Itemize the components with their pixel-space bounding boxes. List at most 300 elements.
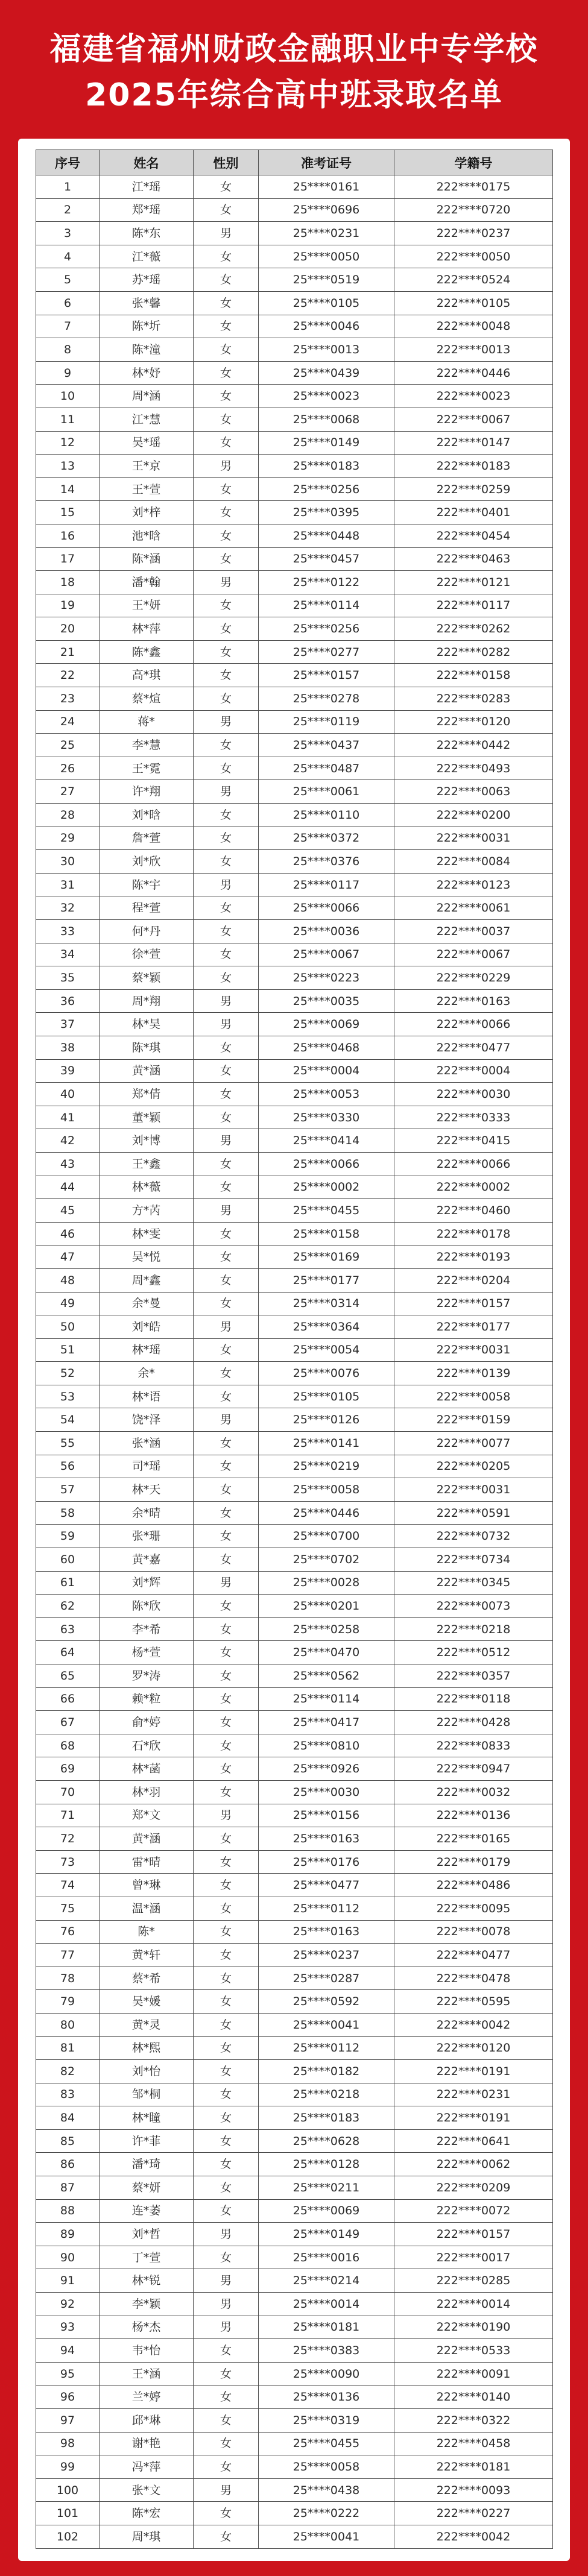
cell-seq: 27 [36,780,100,804]
cell-name: 郑*文 [100,1804,194,1827]
cell-student-id: 222****0120 [394,2036,553,2060]
cell-exam-no: 25****0455 [259,2432,394,2455]
cell-exam-no: 25****0562 [259,1664,394,1688]
table-row [36,1571,553,1595]
cell-gender: 女 [194,2013,259,2036]
cell-exam-no: 25****0219 [259,1455,394,1478]
cell-student-id: 222****0178 [394,1222,553,1245]
cell-gender: 男 [194,1013,259,1036]
cell-exam-no: 25****0030 [259,1780,394,1804]
cell-name: 张*珊 [100,1525,194,1548]
cell-name: 董*颖 [100,1106,194,1129]
cell-seq: 31 [36,873,100,896]
table-row [36,2525,553,2548]
cell-student-id: 222****0067 [394,408,553,431]
cell-gender: 女 [194,943,259,966]
cell-seq: 37 [36,1013,100,1036]
cell-student-id: 222****0179 [394,1850,553,1874]
cell-gender: 女 [194,1664,259,1688]
cell-seq: 29 [36,827,100,850]
cell-gender: 女 [194,1083,259,1106]
cell-exam-no: 25****0119 [259,710,394,734]
cell-gender: 女 [194,1478,259,1502]
cell-name: 李*颖 [100,2293,194,2316]
cell-seq: 85 [36,2129,100,2153]
cell-student-id: 222****0204 [394,1268,553,1292]
table-row [36,1641,553,1664]
cell-student-id: 222****0120 [394,710,553,734]
cell-exam-no: 25****0457 [259,547,394,571]
cell-student-id: 222****0066 [394,1152,553,1176]
cell-exam-no: 25****0477 [259,1874,394,1897]
cell-gender: 女 [194,804,259,827]
cell-student-id: 222****0454 [394,524,553,547]
cell-name: 陈*鑫 [100,640,194,664]
cell-exam-no: 25****0156 [259,1804,394,1827]
cell-gender: 男 [194,2293,259,2316]
cell-gender: 女 [194,2246,259,2269]
cell-seq: 65 [36,1664,100,1688]
cell-gender: 男 [194,873,259,896]
cell-exam-no: 25****0050 [259,245,394,268]
cell-name: 赖*粒 [100,1687,194,1711]
cell-student-id: 222****0093 [394,2478,553,2502]
cell-gender: 女 [194,2129,259,2153]
cell-name: 杨*萱 [100,1641,194,1664]
cell-student-id: 222****0136 [394,1804,553,1827]
cell-name: 温*涵 [100,1897,194,1920]
cell-student-id: 222****0477 [394,1036,553,1059]
cell-name: 黄*涵 [100,1059,194,1083]
cell-student-id: 222****0463 [394,547,553,571]
cell-seq: 34 [36,943,100,966]
cell-name: 许*翔 [100,780,194,804]
table-row [36,1268,553,1292]
cell-exam-no: 25****0061 [259,780,394,804]
cell-gender: 女 [194,1920,259,1944]
table-row [36,2409,553,2433]
cell-seq: 58 [36,1501,100,1525]
cell-seq: 74 [36,1874,100,1897]
cell-student-id: 222****0285 [394,2269,553,2293]
cell-exam-no: 25****0114 [259,594,394,617]
cell-name: 苏*瑶 [100,268,194,292]
table-row [36,2199,553,2223]
cell-name: 余* [100,1362,194,1385]
cell-seq: 101 [36,2502,100,2525]
cell-seq: 20 [36,617,100,641]
cell-exam-no: 25****0066 [259,1152,394,1176]
cell-student-id: 222****0524 [394,268,553,292]
cell-seq: 78 [36,1967,100,1990]
table-row [36,2223,553,2246]
table-row [36,1408,553,1432]
cell-student-id: 222****0031 [394,1478,553,1502]
cell-student-id: 222****0591 [394,1501,553,1525]
table-row [36,1920,553,1944]
cell-gender: 女 [194,1944,259,1967]
table-row [36,198,553,222]
cell-name: 刘*皓 [100,1315,194,1339]
table-row [36,1548,553,1572]
cell-name: 刘*哲 [100,2223,194,2246]
cell-student-id: 222****0004 [394,1059,553,1083]
cell-name: 陈*宇 [100,873,194,896]
cell-student-id: 222****0415 [394,1129,553,1153]
cell-name: 吴*悦 [100,1245,194,1269]
table-row [36,1036,553,1059]
cell-gender: 女 [194,827,259,850]
page-header [0,0,588,137]
cell-seq: 11 [36,408,100,431]
cell-exam-no: 25****0287 [259,1967,394,1990]
cell-student-id: 222****0734 [394,1548,553,1572]
cell-seq: 38 [36,1036,100,1059]
cell-gender: 女 [194,2409,259,2433]
table-row [36,2455,553,2479]
table-row [36,222,553,245]
cell-exam-no: 25****0592 [259,1990,394,2014]
cell-exam-no: 25****0395 [259,501,394,524]
cell-name: 谢*艳 [100,2432,194,2455]
table-row [36,1990,553,2014]
table-row [36,1199,553,1223]
table-row [36,2060,553,2083]
cell-gender: 女 [194,175,259,199]
cell-seq: 3 [36,222,100,245]
cell-gender: 男 [194,222,259,245]
cell-gender: 女 [194,1595,259,1618]
cell-seq: 94 [36,2339,100,2363]
cell-seq: 15 [36,501,100,524]
table-row [36,2385,553,2409]
cell-name: 林*瞳 [100,2106,194,2130]
cell-gender: 女 [194,896,259,920]
cell-seq: 86 [36,2153,100,2176]
cell-name: 林*锐 [100,2269,194,2293]
cell-seq: 90 [36,2246,100,2269]
table-row [36,734,553,757]
cell-name: 陈*潼 [100,338,194,362]
cell-student-id: 222****0017 [394,2246,553,2269]
table-row [36,710,553,734]
cell-exam-no: 25****0455 [259,1199,394,1223]
table-row [36,1827,553,1851]
table-row [36,2478,553,2502]
cell-seq: 69 [36,1757,100,1781]
cell-gender: 女 [194,1897,259,1920]
cell-name: 张*涵 [100,1432,194,1455]
cell-gender: 女 [194,2060,259,2083]
cell-gender: 女 [194,431,259,455]
cell-exam-no: 25****0112 [259,2036,394,2060]
cell-exam-no: 25****0041 [259,2013,394,2036]
table-row [36,1944,553,1967]
table-row [36,1757,553,1781]
cell-student-id: 222****0084 [394,850,553,874]
cell-gender: 女 [194,2153,259,2176]
header-seq: 序号 [36,150,100,175]
cell-student-id: 222****0105 [394,291,553,315]
cell-gender: 女 [194,1525,259,1548]
cell-gender: 女 [194,1501,259,1525]
header-row [36,150,553,175]
cell-exam-no: 25****0376 [259,850,394,874]
cell-student-id: 222****0157 [394,1292,553,1315]
cell-student-id: 222****0031 [394,827,553,850]
cell-name: 程*萱 [100,896,194,920]
table-row [36,1455,553,1478]
cell-exam-no: 25****0181 [259,2316,394,2339]
cell-exam-no: 25****0128 [259,2153,394,2176]
cell-seq: 52 [36,1362,100,1385]
cell-exam-no: 25****0023 [259,385,394,408]
cell-gender: 女 [194,1245,259,1269]
cell-name: 冯*萍 [100,2455,194,2479]
cell-seq: 89 [36,2223,100,2246]
cell-seq: 19 [36,594,100,617]
cell-exam-no: 25****0700 [259,1525,394,1548]
cell-student-id: 222****0345 [394,1571,553,1595]
cell-seq: 51 [36,1338,100,1362]
cell-gender: 女 [194,2339,259,2363]
cell-seq: 79 [36,1990,100,2014]
cell-student-id: 222****0063 [394,780,553,804]
cell-exam-no: 25****0014 [259,2293,394,2316]
cell-exam-no: 25****0414 [259,1129,394,1153]
table-row [36,873,553,896]
cell-seq: 92 [36,2293,100,2316]
cell-exam-no: 25****0183 [259,2106,394,2130]
table-row [36,1338,553,1362]
cell-gender: 男 [194,780,259,804]
cell-name: 蔡*颖 [100,966,194,990]
cell-seq: 83 [36,2083,100,2106]
cell-exam-no: 25****0016 [259,2246,394,2269]
cell-name: 邹*桐 [100,2083,194,2106]
cell-name: 俞*婷 [100,1711,194,1734]
cell-exam-no: 25****0176 [259,1850,394,1874]
cell-name: 张*文 [100,2478,194,2502]
cell-exam-no: 25****0163 [259,1827,394,1851]
cell-gender: 女 [194,850,259,874]
cell-exam-no: 25****0105 [259,291,394,315]
cell-gender: 女 [194,2083,259,2106]
cell-exam-no: 25****0068 [259,408,394,431]
cell-gender: 女 [194,315,259,338]
cell-student-id: 222****0401 [394,501,553,524]
cell-student-id: 222****0205 [394,1455,553,1478]
cell-exam-no: 25****0090 [259,2362,394,2385]
title-line-list: 2025年综合高中班录取名单 [85,77,503,113]
cell-student-id: 222****0042 [394,2525,553,2548]
cell-name: 林*萍 [100,617,194,641]
table-row [36,896,553,920]
cell-seq: 98 [36,2432,100,2455]
cell-exam-no: 25****0136 [259,2385,394,2409]
cell-name: 陈* [100,1920,194,1944]
cell-student-id: 222****0147 [394,431,553,455]
cell-gender: 女 [194,291,259,315]
cell-seq: 95 [36,2362,100,2385]
cell-student-id: 222****0641 [394,2129,553,2153]
cell-seq: 93 [36,2316,100,2339]
table-row [36,1083,553,1106]
cell-student-id: 222****0493 [394,757,553,780]
cell-exam-no: 25****0028 [259,1571,394,1595]
cell-name: 兰*婷 [100,2385,194,2409]
cell-student-id: 222****0833 [394,1734,553,1757]
cell-name: 刘*辉 [100,1571,194,1595]
cell-gender: 女 [194,1362,259,1385]
cell-gender: 男 [194,1199,259,1223]
cell-name: 王*京 [100,455,194,478]
cell-seq: 102 [36,2525,100,2548]
cell-seq: 56 [36,1455,100,1478]
table-row [36,1385,553,1408]
cell-student-id: 222****0031 [394,1338,553,1362]
cell-gender: 女 [194,501,259,524]
cell-student-id: 222****0078 [394,1920,553,1944]
cell-student-id: 222****0023 [394,385,553,408]
cell-seq: 9 [36,361,100,385]
cell-name: 林*薇 [100,1176,194,1199]
table-row [36,361,553,385]
table-row [36,2083,553,2106]
table-row [36,1525,553,1548]
table-row [36,943,553,966]
cell-name: 徐*萱 [100,943,194,966]
cell-gender: 女 [194,245,259,268]
cell-gender: 男 [194,571,259,594]
cell-exam-no: 25****0066 [259,896,394,920]
cell-seq: 73 [36,1850,100,1874]
cell-seq: 64 [36,1641,100,1664]
table-row [36,455,553,478]
cell-student-id: 222****0446 [394,361,553,385]
cell-exam-no: 25****0231 [259,222,394,245]
cell-name: 司*瑶 [100,1455,194,1478]
cell-gender: 女 [194,1780,259,1804]
cell-student-id: 222****0014 [394,2293,553,2316]
roster-card [18,139,570,2561]
cell-seq: 8 [36,338,100,362]
cell-name: 林*语 [100,1385,194,1408]
cell-exam-no: 25****0278 [259,687,394,711]
table-row [36,664,553,687]
cell-seq: 26 [36,757,100,780]
cell-exam-no: 25****0149 [259,2223,394,2246]
table-row [36,268,553,292]
cell-gender: 女 [194,1036,259,1059]
cell-gender: 女 [194,477,259,501]
cell-name: 李*慧 [100,734,194,757]
cell-seq: 50 [36,1315,100,1339]
cell-name: 何*丹 [100,920,194,943]
cell-gender: 女 [194,547,259,571]
cell-seq: 71 [36,1804,100,1827]
cell-gender: 男 [194,455,259,478]
cell-exam-no: 25****0182 [259,2060,394,2083]
cell-gender: 女 [194,1711,259,1734]
cell-name: 高*琪 [100,664,194,687]
cell-name: 雷*晴 [100,1850,194,1874]
cell-student-id: 222****0193 [394,1245,553,1269]
cell-exam-no: 25****0330 [259,1106,394,1129]
cell-gender: 男 [194,1315,259,1339]
cell-name: 陈*东 [100,222,194,245]
table-row [36,501,553,524]
cell-seq: 30 [36,850,100,874]
cell-name: 黄*嘉 [100,1548,194,1572]
cell-name: 林*瑶 [100,1338,194,1362]
cell-student-id: 222****0181 [394,2455,553,2479]
cell-seq: 61 [36,1571,100,1595]
cell-name: 黄*轩 [100,1944,194,1967]
table-row [36,2246,553,2269]
cell-exam-no: 25****0076 [259,1362,394,1385]
cell-gender: 女 [194,1432,259,1455]
cell-name: 陈*欣 [100,1595,194,1618]
table-row [36,1222,553,1245]
cell-gender: 女 [194,2362,259,2385]
header-exam-no: 准考证号 [259,150,394,175]
table-row [36,1897,553,1920]
cell-seq: 45 [36,1199,100,1223]
cell-exam-no: 25****0319 [259,2409,394,2433]
cell-student-id: 222****0095 [394,1897,553,1920]
cell-student-id: 222****0533 [394,2339,553,2363]
cell-student-id: 222****0062 [394,2153,553,2176]
cell-exam-no: 25****0067 [259,943,394,966]
table-row [36,989,553,1013]
cell-name: 杨*杰 [100,2316,194,2339]
table-row [36,1711,553,1734]
cell-gender: 女 [194,2432,259,2455]
cell-gender: 女 [194,1222,259,1245]
cell-seq: 87 [36,2176,100,2200]
table-row [36,1850,553,1874]
cell-student-id: 222****0259 [394,477,553,501]
cell-exam-no: 25****0417 [259,1711,394,1734]
cell-name: 罗*涛 [100,1664,194,1688]
table-row [36,757,553,780]
table-row [36,2339,553,2363]
table-row [36,687,553,711]
cell-student-id: 222****0478 [394,1967,553,1990]
table-row [36,1362,553,1385]
cell-name: 林*羽 [100,1780,194,1804]
cell-gender: 女 [194,1990,259,2014]
cell-exam-no: 25****0258 [259,1617,394,1641]
cell-seq: 57 [36,1478,100,1502]
cell-name: 周*翔 [100,989,194,1013]
cell-student-id: 222****0091 [394,2362,553,2385]
cell-seq: 54 [36,1408,100,1432]
cell-gender: 女 [194,1734,259,1757]
cell-exam-no: 25****0256 [259,617,394,641]
cell-exam-no: 25****0053 [259,1083,394,1106]
cell-seq: 72 [36,1827,100,1851]
cell-name: 余*曼 [100,1292,194,1315]
cell-name: 陈*宏 [100,2502,194,2525]
cell-student-id: 222****0595 [394,1990,553,2014]
cell-seq: 1 [36,175,100,199]
cell-seq: 42 [36,1129,100,1153]
cell-exam-no: 25****0149 [259,431,394,455]
table-row [36,2316,553,2339]
cell-exam-no: 25****0383 [259,2339,394,2363]
